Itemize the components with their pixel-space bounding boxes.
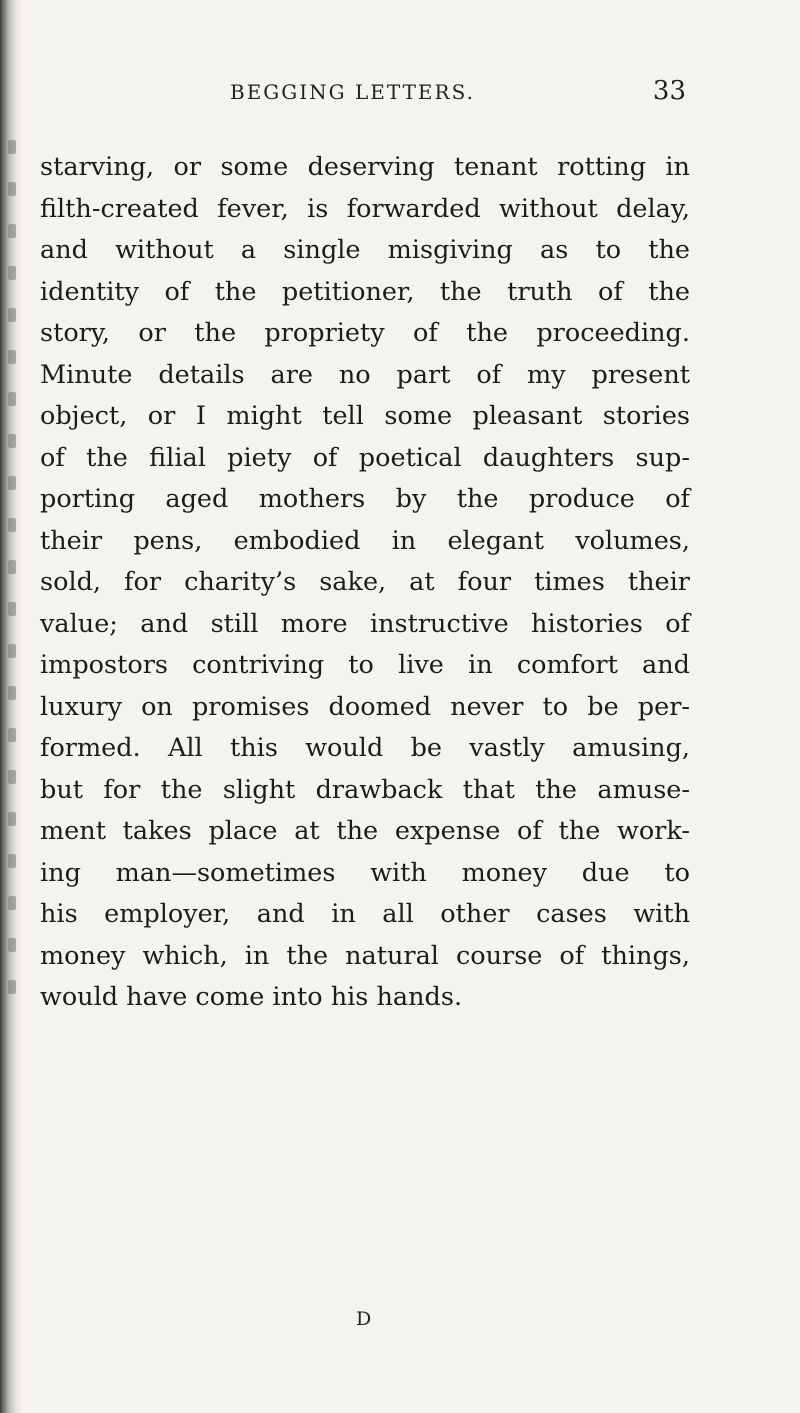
running-title: BEGGING LETTERS. xyxy=(230,80,475,104)
gutter-mark xyxy=(8,980,16,994)
text-line: starving, or some deserving tenant rotting in xyxy=(40,152,690,182)
binding-gutter xyxy=(0,0,22,1413)
text-line: ing man—sometimes with money due to xyxy=(40,857,690,888)
gutter-mark xyxy=(8,770,16,784)
gutter-mark xyxy=(8,728,16,742)
gutter-mark xyxy=(8,476,16,490)
text-line: sold, for charity’s sake, at four times their xyxy=(40,567,690,597)
gutter-mark xyxy=(8,350,16,364)
text-line: their pens, embodied in elegant volumes, xyxy=(40,525,690,556)
gutter-mark xyxy=(8,224,16,238)
text-line: impostors contriving to live in comfort and xyxy=(40,650,690,680)
text-line: but for the slight drawback that the amuse- xyxy=(40,774,690,805)
running-head xyxy=(152,76,686,114)
text-line: luxury on promises doomed never to be per- xyxy=(40,691,690,722)
gutter-mark xyxy=(8,182,16,196)
page-number: 33 xyxy=(652,76,686,106)
gutter-mark xyxy=(8,518,16,532)
gutter-mark xyxy=(8,644,16,658)
gutter-mark xyxy=(8,854,16,868)
text-line: his employer, and in all other cases with xyxy=(40,899,690,929)
gutter-mark xyxy=(8,602,16,616)
text-line: object, or I might tell some pleasant stories xyxy=(40,401,690,431)
gutter-mark xyxy=(8,266,16,280)
gutter-mark xyxy=(8,308,16,322)
text-line: of the filial piety of poetical daughters sup- xyxy=(40,442,690,473)
text-line: formed. All this would be vastly amusing, xyxy=(40,733,690,763)
gutter-mark xyxy=(8,392,16,406)
text-line: Minute details are no part of my present xyxy=(40,359,690,390)
gutter-marks xyxy=(8,140,18,1240)
text-line: filth-created fever, is forwarded without delay, xyxy=(40,193,690,224)
text-line: value; and still more instructive histories of xyxy=(40,608,690,639)
signature-mark: D xyxy=(356,1308,372,1330)
body-text xyxy=(40,147,690,1019)
gutter-mark xyxy=(8,938,16,952)
gutter-mark xyxy=(8,686,16,700)
gutter-mark xyxy=(8,560,16,574)
text-line: identity of the petitioner, the truth of the xyxy=(40,276,690,307)
gutter-mark xyxy=(8,896,16,910)
gutter-mark xyxy=(8,140,16,154)
text-line-last: would have come into his hands. xyxy=(40,982,463,1012)
gutter-mark xyxy=(8,812,16,826)
text-line: porting aged mothers by the produce of xyxy=(40,484,690,514)
text-line: story, or the propriety of the proceeding. xyxy=(40,318,690,348)
text-line: ment takes place at the expense of the work- xyxy=(40,816,690,846)
gutter-mark xyxy=(8,434,16,448)
text-line: money which, in the natural course of things, xyxy=(40,940,690,971)
text-line: and without a single misgiving as to the xyxy=(40,235,690,265)
